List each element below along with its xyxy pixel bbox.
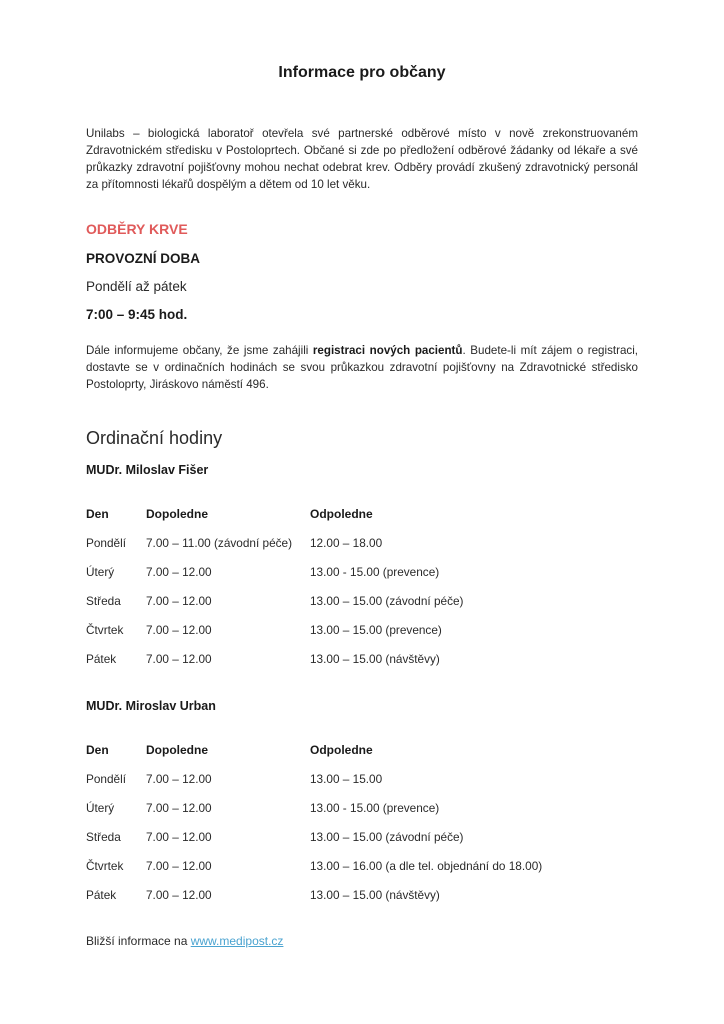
table-cell: 7.00 – 12.00: [146, 771, 212, 786]
table-cell: 13.00 – 15.00 (závodní péče): [310, 593, 464, 608]
column-header: Odpoledne: [310, 506, 373, 521]
table-cell: 7.00 – 12.00: [146, 800, 212, 815]
table-cell: Středa: [86, 829, 121, 844]
table-cell: Čtvrtek: [86, 622, 124, 637]
table-cell: Čtvrtek: [86, 858, 124, 873]
opening-time: 7:00 – 9:45 hod.: [86, 307, 188, 322]
table-cell: 13.00 – 15.00 (návštěvy): [310, 887, 440, 902]
footer-info: [86, 934, 283, 948]
schedule-table: [86, 499, 610, 673]
registration-info-bold: registraci nových pacientů: [312, 344, 463, 357]
column-header: Odpoledne: [310, 742, 373, 757]
table-row: [86, 822, 610, 851]
table-header-row: [86, 735, 610, 764]
website-link[interactable]: www.medipost.cz: [190, 934, 284, 948]
table-row: [86, 644, 610, 673]
registration-info-paragraph: [86, 342, 638, 393]
column-header: Den: [86, 742, 109, 757]
table-row: [86, 528, 610, 557]
table-row: [86, 793, 610, 822]
doctor-name: MUDr. Miroslav Urban: [86, 699, 216, 713]
footer-text: Bližší informace na: [86, 934, 191, 948]
table-cell: Pátek: [86, 887, 117, 902]
table-cell: Úterý: [86, 564, 115, 579]
table-header-row: [86, 499, 610, 528]
table-row: [86, 764, 610, 793]
registration-info-text-2: . Budete-li mít zájem o registraci, dostavte se v ordinačních hodinách se svou průkazkou zdravotní pojišťovny na Zdravotnické středisko Postoloprty, Jiráskovo náměstí 496.: [86, 344, 639, 391]
table-cell: 13.00 – 16.00 (a dle tel. objednání do 18.00): [310, 858, 543, 873]
table-row: [86, 586, 610, 615]
doctor-name: MUDr. Miloslav Fišer: [86, 463, 209, 477]
table-cell: 7.00 – 12.00: [146, 887, 212, 902]
column-header: Dopoledne: [146, 742, 208, 757]
page-title: Informace pro občany: [278, 64, 446, 81]
table-cell: Pátek: [86, 651, 117, 666]
registration-info-text-1: Dále informujeme občany, že jsme zahájili: [86, 344, 313, 357]
table-cell: 7.00 – 12.00: [146, 622, 212, 637]
table-cell: 12.00 – 18.00: [310, 535, 383, 550]
opening-days: Pondělí až pátek: [86, 279, 187, 294]
table-cell: 7.00 – 12.00: [146, 593, 212, 608]
column-header: Den: [86, 506, 109, 521]
table-cell: 7.00 – 12.00: [146, 858, 212, 873]
table-cell: 13.00 – 15.00: [310, 771, 383, 786]
schedule-table: [86, 735, 610, 909]
table-row: [86, 880, 610, 909]
table-cell: 13.00 – 15.00 (návštěvy): [310, 651, 440, 666]
table-cell: 13.00 – 15.00 (prevence): [310, 622, 442, 637]
table-cell: 7.00 – 12.00: [146, 651, 212, 666]
column-header: Dopoledne: [146, 506, 208, 521]
table-cell: 7.00 – 12.00: [146, 564, 212, 579]
table-cell: 7.00 – 11.00 (závodní péče): [146, 535, 293, 550]
blood-draw-heading: ODBĚRY KRVE: [86, 221, 188, 237]
office-hours-heading: Ordinační hodiny: [86, 428, 223, 448]
intro-paragraph: Unilabs – biologická laboratoř otevřela své partnerské odběrové místo v nově zrekonstruovaném Zdravotnickém středisku v Postoloprtech. Občané si zde po předložení odběrové žádanky od lékaře a své průkazky zdravotní pojišťovny mohou nechat odebrat krev. Odběry provádí zkušený zdravotnický personál za přítomnosti lékařů dospělým a dětem od 10 let věku.: [86, 127, 638, 191]
table-cell: Středa: [86, 593, 121, 608]
table-row: [86, 851, 610, 880]
table-cell: 13.00 – 15.00 (závodní péče): [310, 829, 464, 844]
table-cell: 13.00 - 15.00 (prevence): [310, 564, 440, 579]
table-cell: Pondělí: [86, 771, 127, 786]
table-cell: Úterý: [86, 800, 115, 815]
table-cell: 7.00 – 12.00: [146, 829, 212, 844]
table-cell: 13.00 - 15.00 (prevence): [310, 800, 440, 815]
table-row: [86, 557, 610, 586]
table-cell: Pondělí: [86, 535, 127, 550]
opening-hours-label: PROVOZNÍ DOBA: [86, 251, 201, 266]
table-row: [86, 615, 610, 644]
